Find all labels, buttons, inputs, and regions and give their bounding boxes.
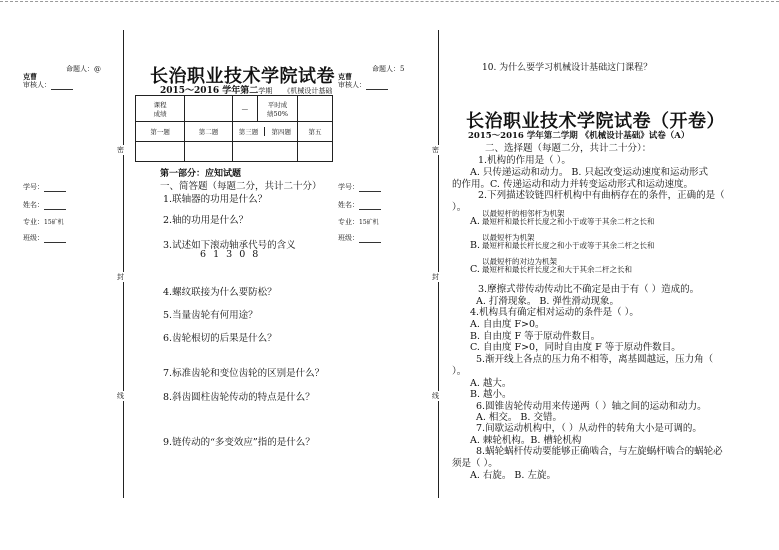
part-heading: 第一部分：应知试题 <box>160 169 242 179</box>
score-header-q3-q4 <box>232 122 297 142</box>
choice-q8: 8.蜗轮蜗杆传动要能够正确啮合，与左旋蜗杆啮合的蜗轮必 <box>476 446 723 457</box>
score-header-q2: 第二题 <box>185 122 232 142</box>
question-4: 4.螺纹联接为什么要防松？ <box>163 287 277 298</box>
mid-name-label: 姓名： <box>338 201 359 209</box>
question-10: 10. 为什么要学习机械设计基础这门课程？ <box>482 63 653 73</box>
major-value: 15矿机 <box>44 219 64 226</box>
score-cell-course-value[interactable] <box>185 96 232 122</box>
question-6: 6.齿轮根切的后果是什么？ <box>163 333 277 344</box>
mid-seal-char-xian: 线 <box>432 392 439 400</box>
left-binding-line <box>123 30 124 498</box>
option-c-line1: 最短杆和最长杆长度之和大于其余二杆之长和 <box>482 265 632 274</box>
mid-student-id-label: 学号： <box>338 183 359 191</box>
name-field <box>23 200 66 210</box>
choice-q1-ab: A. 只传递运动和动力。 B. 只起改变运动速度和运动形式 <box>470 167 708 178</box>
question-1: 1.联轴器的功用是什么？ <box>163 194 268 205</box>
question-5: 5.当量齿轮有何用途？ <box>163 310 258 321</box>
left-subtitle-year: 2015～2016 学年第二 <box>160 86 259 96</box>
mid-proposer-field <box>372 64 404 74</box>
right-page-title: 长治职业技术学院试卷（开卷） <box>466 111 725 132</box>
name-label: 姓名： <box>23 201 44 209</box>
seal-char-mi: 密 <box>117 146 124 154</box>
choice-q1: 1.机构的作用是（ ）。 <box>478 155 571 166</box>
score-table <box>135 95 333 162</box>
question-7: 7.标准齿轮和变位齿轮的区别是什么？ <box>163 368 325 379</box>
choice-q3: 3.摩擦式带传动传动比不确定是由于有（ ）造成的。 <box>478 284 700 295</box>
score-header-q3: 第三题 <box>233 127 265 136</box>
option-a-line2: 以最短杆的相邻杆为机架 <box>482 209 565 218</box>
mid-major-value: 15矿机 <box>359 219 379 226</box>
proposer-label: 命题人： <box>66 65 94 73</box>
major-label: 专业： <box>23 218 44 226</box>
class-label: 班级： <box>23 234 44 242</box>
option-b-line1: 最短杆和最长杆长度之和小于或等于其余二杆之长和 <box>482 241 655 250</box>
student-id-label: 学号： <box>23 183 44 191</box>
major-field <box>23 217 64 227</box>
score-value-q3-q4[interactable] <box>232 142 297 162</box>
reviewer-top-text: 克曹 <box>23 72 37 81</box>
mid-binding-line <box>438 30 439 498</box>
mid-reviewer-label: 审核人： <box>338 81 366 89</box>
option-b-line2: 以最短杆为机架 <box>482 233 535 242</box>
choice-q4-a: A. 自由度 F>0。 <box>470 319 545 330</box>
class-blank[interactable] <box>44 235 66 243</box>
option-b-letter: B. <box>470 240 481 251</box>
seal-char-feng: 封 <box>117 273 124 281</box>
proposer-field <box>66 64 101 74</box>
choice-q6-options: A. 相交。 B. 交错。 <box>476 412 562 423</box>
question-8: 8.斜齿圆柱齿轮传动的特点是什么？ <box>163 392 315 403</box>
score-header-q5: 第五 <box>298 122 333 142</box>
mid-student-id-field <box>338 182 381 192</box>
choice-q2-close: ）。 <box>452 202 467 213</box>
mid-seal-char-mi: 密 <box>432 146 439 154</box>
option-a-letter: A. <box>470 216 480 227</box>
bearing-code: 6 1 3 0 8 <box>200 249 261 260</box>
score-value-q5[interactable] <box>298 142 333 162</box>
score-cell-dash: — <box>232 96 257 122</box>
mid-name-blank[interactable] <box>359 202 381 210</box>
score-header-q4: 第四题 <box>271 128 291 136</box>
section-heading-short-answer: 一、简答题（每题二分，共计二十分） <box>160 181 322 192</box>
option-a-line1: 最短杆和最长杆长度之和小于或等于其余二杆之长和 <box>482 217 655 226</box>
reviewer-label: 审核人： <box>23 81 51 89</box>
choice-q5-a: A. 越大。 <box>470 378 512 389</box>
choice-q2: 2.下列描述铰链四杆机构中有曲柄存在的条件，正确的是（ <box>478 190 725 201</box>
choice-q5-b: B. 越小。 <box>470 389 512 400</box>
choice-q8-cont: 须是（ ）。 <box>452 458 498 469</box>
choice-q4: 4.机构具有确定相对运动的条件是（ ）。 <box>470 307 639 318</box>
choice-q5: 5.渐开线上各点的压力角不相等，离基圆越远，压力角（ <box>476 354 714 365</box>
choice-q7: 7.间歇运动机构中，（ ）从动件的转角大小是可调的。 <box>476 423 702 434</box>
mid-major-field <box>338 217 379 227</box>
choice-q4-b: B. 自由度 F 等于原动件数目。 <box>470 331 601 342</box>
mid-reviewer-field <box>338 80 388 90</box>
option-c-letter: C. <box>470 264 480 275</box>
score-cell-course: 课程 成绩 <box>136 96 185 122</box>
mid-reviewer-blank[interactable] <box>366 82 388 90</box>
mid-proposer-label: 命题人： <box>372 65 400 73</box>
reviewer-blank[interactable] <box>51 82 73 90</box>
student-id-field <box>23 182 66 192</box>
mid-name-field <box>338 200 381 210</box>
choice-q7-options: A. 棘轮机构。B. 槽轮机构 <box>470 435 582 446</box>
mid-class-field <box>338 233 381 243</box>
score-header-q1: 第一题 <box>136 122 185 142</box>
name-blank[interactable] <box>44 202 66 210</box>
right-page-subtitle: 2015～2016 学年第二学期 《机械设计基础》试卷（A） <box>468 131 690 141</box>
choice-q8-options: A. 右旋。 B. 左旋。 <box>470 470 556 481</box>
top-edge-dash <box>0 1 779 2</box>
mid-major-label: 专业： <box>338 218 359 226</box>
score-cell-regular: 平时成 绩50% <box>258 96 298 122</box>
choice-q4-c: C. 自由度 F>0，同时自由度 F 等于原动件数目。 <box>470 342 681 353</box>
mid-reviewer-top-text: 克曹 <box>338 72 352 81</box>
left-subtitle-tail: 学期 <box>258 87 273 95</box>
score-cell-regular-value[interactable] <box>298 96 333 122</box>
class-field <box>23 233 66 243</box>
proposer-value: @ <box>94 65 101 73</box>
choice-q1-c: 的作用。C. 传递运动和动力并转变运动形式和运动速度。 <box>452 179 693 190</box>
section-heading-choice: 二、选择题（每题二分，共计二十分）： <box>485 143 652 154</box>
left-subtitle-course: 《机械设计基础 <box>283 87 333 95</box>
score-value-q1[interactable] <box>136 142 185 162</box>
option-c-line2: 以最短杆的对边为机架 <box>482 257 557 266</box>
question-3: 3.试述如下滚动轴承代号的含义 <box>163 240 296 251</box>
mid-proposer-value: 5 <box>400 65 405 73</box>
question-9: 9.链传动的“多变效应”指的是什么？ <box>163 437 315 448</box>
mid-class-label: 班级： <box>338 234 359 242</box>
reviewer-field <box>23 80 73 90</box>
mid-class-blank[interactable] <box>359 235 381 243</box>
mid-student-id-blank[interactable] <box>359 184 381 192</box>
question-2: 2.轴的功用是什么？ <box>163 215 249 226</box>
left-page-title: 长治职业技术学院试卷 <box>150 66 335 87</box>
choice-q3-options: A. 打滑现象。 B. 弹性滑动现象。 <box>476 296 619 307</box>
seal-char-xian: 线 <box>117 392 124 400</box>
choice-q6: 6.圆锥齿轮传动用来传递两（ ）轴之间的运动和动力。 <box>476 401 707 412</box>
choice-q5-close: ）。 <box>452 366 467 377</box>
score-value-q2[interactable] <box>185 142 232 162</box>
mid-seal-char-feng: 封 <box>432 273 439 281</box>
student-id-blank[interactable] <box>44 184 66 192</box>
